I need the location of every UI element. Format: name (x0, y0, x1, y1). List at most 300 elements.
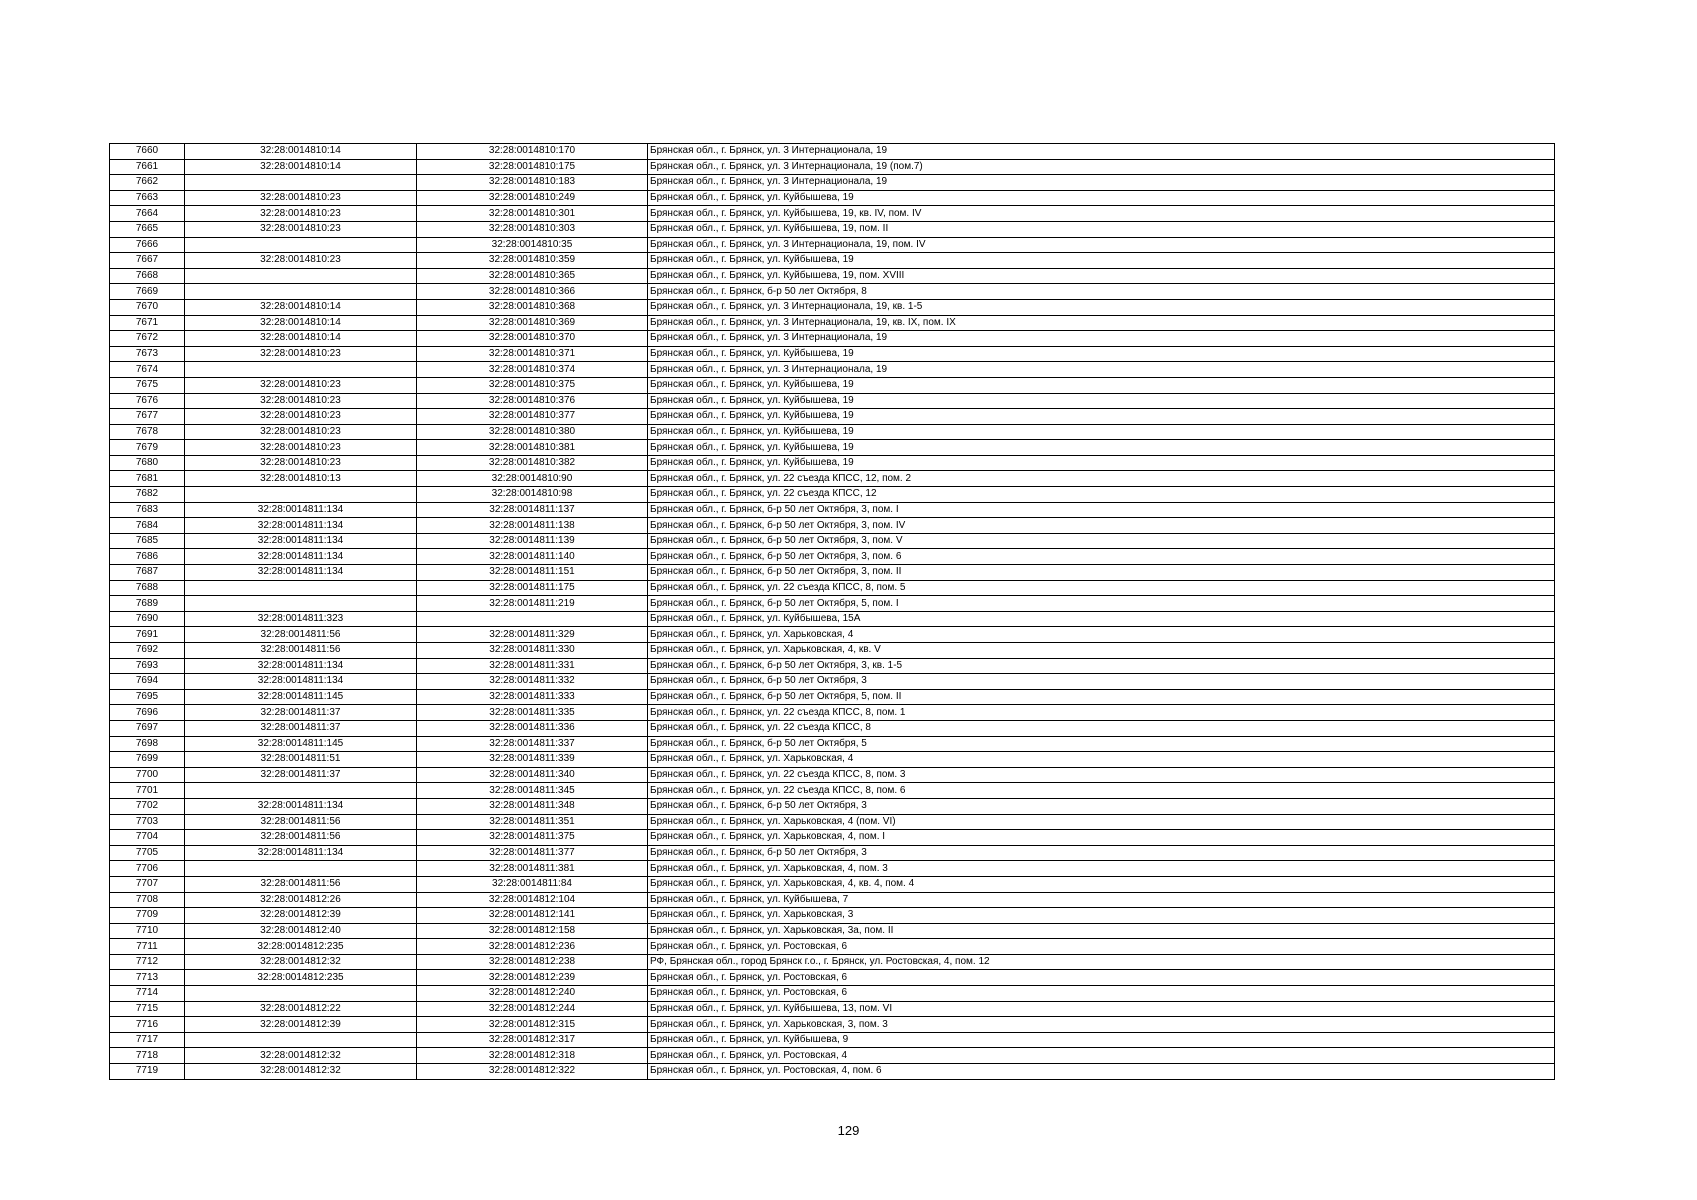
cadastral-number-cell: 32:28:0014812:238 (417, 954, 648, 970)
row-number-cell: 7673 (110, 346, 185, 362)
address-cell: Брянская обл., г. Брянск, ул. Харьковская, 4, кв. V (648, 643, 1555, 659)
table-row (110, 253, 1555, 269)
table-row (110, 190, 1555, 206)
row-number-cell: 7704 (110, 830, 185, 846)
table-row (110, 1064, 1555, 1080)
cadastral-number-cell: 32:28:0014811:139 (417, 533, 648, 549)
row-number-cell: 7712 (110, 954, 185, 970)
parent-cadastral-number-cell (185, 175, 417, 191)
parent-cadastral-number-cell: 32:28:0014812:235 (185, 939, 417, 955)
address-cell: Брянская обл., г. Брянск, ул. Ростовская, 4, пом. 6 (648, 1064, 1555, 1080)
parent-cadastral-number-cell: 32:28:0014811:134 (185, 565, 417, 581)
address-cell: Брянская обл., г. Брянск, ул. 3 Интернационала, 19 (648, 331, 1555, 347)
parent-cadastral-number-cell: 32:28:0014812:26 (185, 892, 417, 908)
address-cell: Брянская обл., г. Брянск, ул. Ростовская, 6 (648, 970, 1555, 986)
row-number-cell: 7684 (110, 518, 185, 534)
row-number-cell: 7660 (110, 144, 185, 160)
table-row (110, 783, 1555, 799)
table-row (110, 970, 1555, 986)
table-row (110, 923, 1555, 939)
parent-cadastral-number-cell: 32:28:0014812:40 (185, 923, 417, 939)
parent-cadastral-number-cell: 32:28:0014812:32 (185, 1064, 417, 1080)
row-number-cell: 7680 (110, 455, 185, 471)
parent-cadastral-number-cell: 32:28:0014812:39 (185, 1017, 417, 1033)
parent-cadastral-number-cell (185, 1032, 417, 1048)
table-row (110, 237, 1555, 253)
row-number-cell: 7674 (110, 362, 185, 378)
cadastral-number-cell: 32:28:0014810:366 (417, 284, 648, 300)
row-number-cell: 7699 (110, 752, 185, 768)
row-number-cell: 7701 (110, 783, 185, 799)
address-cell: Брянская обл., г. Брянск, ул. 3 Интернационала, 19 (648, 144, 1555, 160)
row-number-cell: 7690 (110, 611, 185, 627)
cadastral-number-cell: 32:28:0014810:249 (417, 190, 648, 206)
row-number-cell: 7693 (110, 658, 185, 674)
address-cell: Брянская обл., г. Брянск, ул. Ростовская, 4 (648, 1048, 1555, 1064)
cadastral-number-cell: 32:28:0014810:98 (417, 487, 648, 503)
table-row (110, 362, 1555, 378)
table-row (110, 377, 1555, 393)
table-row (110, 565, 1555, 581)
cadastral-number-cell: 32:28:0014812:158 (417, 923, 648, 939)
row-number-cell: 7709 (110, 908, 185, 924)
address-cell: Брянская обл., г. Брянск, ул. Куйбышева, 9 (648, 1032, 1555, 1048)
row-number-cell: 7665 (110, 221, 185, 237)
cadastral-number-cell: 32:28:0014810:35 (417, 237, 648, 253)
row-number-cell: 7700 (110, 767, 185, 783)
table-row (110, 830, 1555, 846)
row-number-cell: 7714 (110, 986, 185, 1002)
cadastral-number-cell: 32:28:0014811:175 (417, 580, 648, 596)
parent-cadastral-number-cell: 32:28:0014811:56 (185, 876, 417, 892)
cadastral-number-cell: 32:28:0014810:381 (417, 440, 648, 456)
cadastral-number-cell: 32:28:0014810:371 (417, 346, 648, 362)
address-cell: Брянская обл., г. Брянск, б-р 50 лет Октября, 3, пом. IV (648, 518, 1555, 534)
row-number-cell: 7695 (110, 689, 185, 705)
row-number-cell: 7719 (110, 1064, 185, 1080)
parent-cadastral-number-cell: 32:28:0014810:23 (185, 440, 417, 456)
row-number-cell: 7705 (110, 845, 185, 861)
row-number-cell: 7703 (110, 814, 185, 830)
row-number-cell: 7663 (110, 190, 185, 206)
row-number-cell: 7666 (110, 237, 185, 253)
row-number-cell: 7710 (110, 923, 185, 939)
table-row (110, 689, 1555, 705)
cadastral-number-cell: 32:28:0014812:141 (417, 908, 648, 924)
table-row (110, 1001, 1555, 1017)
row-number-cell: 7702 (110, 798, 185, 814)
parent-cadastral-number-cell: 32:28:0014811:134 (185, 674, 417, 690)
row-number-cell: 7694 (110, 674, 185, 690)
cadastral-number-cell: 32:28:0014811:84 (417, 876, 648, 892)
address-cell: Брянская обл., г. Брянск, ул. Ростовская, 6 (648, 986, 1555, 1002)
table-row (110, 643, 1555, 659)
table-row (110, 175, 1555, 191)
cadastral-number-cell: 32:28:0014812:315 (417, 1017, 648, 1033)
address-cell: Брянская обл., г. Брянск, ул. Харьковская, 4 (648, 752, 1555, 768)
address-cell: Брянская обл., г. Брянск, ул. Харьковская, 4 (648, 627, 1555, 643)
parent-cadastral-number-cell (185, 487, 417, 503)
address-cell: Брянская обл., г. Брянск, б-р 50 лет Октября, 3, кв. 1-5 (648, 658, 1555, 674)
cadastral-number-cell: 32:28:0014811:351 (417, 814, 648, 830)
row-number-cell: 7662 (110, 175, 185, 191)
cadastral-number-cell: 32:28:0014811:137 (417, 502, 648, 518)
parent-cadastral-number-cell: 32:28:0014810:14 (185, 315, 417, 331)
cadastral-number-cell (417, 611, 648, 627)
parent-cadastral-number-cell: 32:28:0014811:56 (185, 830, 417, 846)
cadastral-number-cell: 32:28:0014811:151 (417, 565, 648, 581)
row-number-cell: 7683 (110, 502, 185, 518)
cadastral-number-cell: 32:28:0014810:90 (417, 471, 648, 487)
cadastral-number-cell: 32:28:0014810:170 (417, 144, 648, 160)
table-row (110, 767, 1555, 783)
address-cell: Брянская обл., г. Брянск, б-р 50 лет Октября, 3, пом. 6 (648, 549, 1555, 565)
row-number-cell: 7668 (110, 268, 185, 284)
table-row (110, 798, 1555, 814)
cadastral-number-cell: 32:28:0014811:329 (417, 627, 648, 643)
table-row (110, 876, 1555, 892)
row-number-cell: 7675 (110, 377, 185, 393)
parent-cadastral-number-cell (185, 362, 417, 378)
parent-cadastral-number-cell: 32:28:0014811:56 (185, 627, 417, 643)
address-cell: Брянская обл., г. Брянск, ул. Куйбышева, 19, пом. XVIII (648, 268, 1555, 284)
table-row (110, 720, 1555, 736)
cadastral-number-cell: 32:28:0014810:377 (417, 409, 648, 425)
table-row (110, 346, 1555, 362)
table-row (110, 939, 1555, 955)
address-cell: Брянская обл., г. Брянск, ул. Куйбышева, 13, пом. VI (648, 1001, 1555, 1017)
cadastral-number-cell: 32:28:0014810:380 (417, 424, 648, 440)
address-cell: Брянская обл., г. Брянск, б-р 50 лет Октября, 3 (648, 798, 1555, 814)
parent-cadastral-number-cell: 32:28:0014810:13 (185, 471, 417, 487)
parent-cadastral-number-cell: 32:28:0014812:32 (185, 954, 417, 970)
cadastral-number-cell: 32:28:0014812:318 (417, 1048, 648, 1064)
table-row (110, 596, 1555, 612)
table-row (110, 487, 1555, 503)
table-row (110, 221, 1555, 237)
cadastral-number-cell: 32:28:0014811:339 (417, 752, 648, 768)
cadastral-number-cell: 32:28:0014812:240 (417, 986, 648, 1002)
cadastral-number-cell: 32:28:0014810:368 (417, 299, 648, 315)
registry-table-body (110, 144, 1555, 1080)
parent-cadastral-number-cell (185, 580, 417, 596)
parent-cadastral-number-cell: 32:28:0014811:134 (185, 549, 417, 565)
address-cell: Брянская обл., г. Брянск, ул. 3 Интернационала, 19 (пом.7) (648, 159, 1555, 175)
parent-cadastral-number-cell: 32:28:0014810:23 (185, 409, 417, 425)
parent-cadastral-number-cell: 32:28:0014811:56 (185, 814, 417, 830)
address-cell: Брянская обл., г. Брянск, б-р 50 лет Октября, 3, пом. II (648, 565, 1555, 581)
address-cell: Брянская обл., г. Брянск, ул. Куйбышева, 19 (648, 253, 1555, 269)
address-cell: Брянская обл., г. Брянск, ул. Куйбышева, 15А (648, 611, 1555, 627)
table-row (110, 268, 1555, 284)
page-number: 129 (837, 1123, 860, 1138)
parent-cadastral-number-cell: 32:28:0014811:134 (185, 502, 417, 518)
table-row (110, 424, 1555, 440)
parent-cadastral-number-cell: 32:28:0014812:32 (185, 1048, 417, 1064)
cadastral-number-cell: 32:28:0014810:375 (417, 377, 648, 393)
address-cell: Брянская обл., г. Брянск, ул. Харьковская, 3а, пом. II (648, 923, 1555, 939)
address-cell: Брянская обл., г. Брянск, б-р 50 лет Октября, 3 (648, 674, 1555, 690)
cadastral-number-cell: 32:28:0014810:369 (417, 315, 648, 331)
address-cell: Брянская обл., г. Брянск, б-р 50 лет Октября, 8 (648, 284, 1555, 300)
parent-cadastral-number-cell: 32:28:0014810:23 (185, 393, 417, 409)
parent-cadastral-number-cell: 32:28:0014811:134 (185, 658, 417, 674)
table-row (110, 814, 1555, 830)
row-number-cell: 7692 (110, 643, 185, 659)
row-number-cell: 7688 (110, 580, 185, 596)
table-row (110, 1017, 1555, 1033)
cadastral-number-cell: 32:28:0014811:375 (417, 830, 648, 846)
table-row (110, 299, 1555, 315)
row-number-cell: 7697 (110, 720, 185, 736)
table-row (110, 393, 1555, 409)
table-row (110, 331, 1555, 347)
address-cell: Брянская обл., г. Брянск, ул. Харьковская, 4, пом. I (648, 830, 1555, 846)
address-cell: Брянская обл., г. Брянск, ул. Куйбышева, 19 (648, 346, 1555, 362)
cadastral-number-cell: 32:28:0014810:359 (417, 253, 648, 269)
parent-cadastral-number-cell: 32:28:0014810:14 (185, 144, 417, 160)
cadastral-number-cell: 32:28:0014811:345 (417, 783, 648, 799)
table-row (110, 674, 1555, 690)
address-cell: Брянская обл., г. Брянск, ул. Харьковская, 4, кв. 4, пом. 4 (648, 876, 1555, 892)
cadastral-number-cell: 32:28:0014811:337 (417, 736, 648, 752)
parent-cadastral-number-cell: 32:28:0014811:37 (185, 720, 417, 736)
table-row (110, 736, 1555, 752)
address-cell: Брянская обл., г. Брянск, ул. 22 съезда КПСС, 8, пом. 5 (648, 580, 1555, 596)
table-row (110, 752, 1555, 768)
cadastral-number-cell: 32:28:0014812:236 (417, 939, 648, 955)
row-number-cell: 7678 (110, 424, 185, 440)
parent-cadastral-number-cell: 32:28:0014810:23 (185, 346, 417, 362)
row-number-cell: 7698 (110, 736, 185, 752)
parent-cadastral-number-cell: 32:28:0014811:145 (185, 736, 417, 752)
cadastral-number-cell: 32:28:0014811:333 (417, 689, 648, 705)
table-row (110, 206, 1555, 222)
address-cell: Брянская обл., г. Брянск, б-р 50 лет Октября, 5 (648, 736, 1555, 752)
table-row (110, 892, 1555, 908)
table-row (110, 954, 1555, 970)
row-number-cell: 7670 (110, 299, 185, 315)
cadastral-number-cell: 32:28:0014812:322 (417, 1064, 648, 1080)
cadastral-number-cell: 32:28:0014812:244 (417, 1001, 648, 1017)
parent-cadastral-number-cell: 32:28:0014811:56 (185, 643, 417, 659)
parent-cadastral-number-cell (185, 596, 417, 612)
parent-cadastral-number-cell: 32:28:0014811:51 (185, 752, 417, 768)
address-cell: Брянская обл., г. Брянск, ул. Ростовская, 6 (648, 939, 1555, 955)
cadastral-number-cell: 32:28:0014811:140 (417, 549, 648, 565)
address-cell: Брянская обл., г. Брянск, б-р 50 лет Октября, 5, пом. II (648, 689, 1555, 705)
row-number-cell: 7707 (110, 876, 185, 892)
parent-cadastral-number-cell: 32:28:0014811:323 (185, 611, 417, 627)
cadastral-number-cell: 32:28:0014811:332 (417, 674, 648, 690)
address-cell: Брянская обл., г. Брянск, ул. 3 Интернационала, 19, пом. IV (648, 237, 1555, 253)
table-row (110, 518, 1555, 534)
address-cell: Брянская обл., г. Брянск, ул. Куйбышева, 19, кв. IV, пом. IV (648, 206, 1555, 222)
address-cell: Брянская обл., г. Брянск, ул. 3 Интернационала, 19 (648, 362, 1555, 378)
address-cell: РФ, Брянская обл., город Брянск г.о., г. Брянск, ул. Ростовская, 4, пом. 12 (648, 954, 1555, 970)
row-number-cell: 7689 (110, 596, 185, 612)
cadastral-number-cell: 32:28:0014811:340 (417, 767, 648, 783)
parent-cadastral-number-cell: 32:28:0014810:23 (185, 206, 417, 222)
row-number-cell: 7667 (110, 253, 185, 269)
address-cell: Брянская обл., г. Брянск, б-р 50 лет Октября, 3, пом. I (648, 502, 1555, 518)
table-row (110, 861, 1555, 877)
table-row (110, 627, 1555, 643)
parent-cadastral-number-cell: 32:28:0014811:145 (185, 689, 417, 705)
row-number-cell: 7664 (110, 206, 185, 222)
address-cell: Брянская обл., г. Брянск, ул. 22 съезда КПСС, 8, пом. 3 (648, 767, 1555, 783)
row-number-cell: 7672 (110, 331, 185, 347)
address-cell: Брянская обл., г. Брянск, ул. Куйбышева, 19 (648, 440, 1555, 456)
parent-cadastral-number-cell: 32:28:0014810:23 (185, 455, 417, 471)
parent-cadastral-number-cell: 32:28:0014811:134 (185, 518, 417, 534)
cadastral-number-cell: 32:28:0014812:104 (417, 892, 648, 908)
parent-cadastral-number-cell: 32:28:0014812:39 (185, 908, 417, 924)
cadastral-number-cell: 32:28:0014810:376 (417, 393, 648, 409)
table-row (110, 908, 1555, 924)
row-number-cell: 7677 (110, 409, 185, 425)
cadastral-number-cell: 32:28:0014810:175 (417, 159, 648, 175)
parent-cadastral-number-cell: 32:28:0014810:23 (185, 190, 417, 206)
row-number-cell: 7696 (110, 705, 185, 721)
cadastral-number-cell: 32:28:0014811:336 (417, 720, 648, 736)
cadastral-number-cell: 32:28:0014811:330 (417, 643, 648, 659)
cadastral-number-cell: 32:28:0014810:382 (417, 455, 648, 471)
table-row (110, 284, 1555, 300)
address-cell: Брянская обл., г. Брянск, ул. 22 съезда КПСС, 12, пом. 2 (648, 471, 1555, 487)
table-row (110, 611, 1555, 627)
parent-cadastral-number-cell: 32:28:0014810:23 (185, 377, 417, 393)
table-row (110, 986, 1555, 1002)
table-row (110, 502, 1555, 518)
table-row (110, 658, 1555, 674)
row-number-cell: 7685 (110, 533, 185, 549)
parent-cadastral-number-cell (185, 986, 417, 1002)
row-number-cell: 7676 (110, 393, 185, 409)
address-cell: Брянская обл., г. Брянск, ул. Куйбышева, 7 (648, 892, 1555, 908)
cadastral-number-cell: 32:28:0014811:381 (417, 861, 648, 877)
cadastral-number-cell: 32:28:0014810:370 (417, 331, 648, 347)
table-row (110, 409, 1555, 425)
table-row (110, 144, 1555, 160)
parent-cadastral-number-cell (185, 284, 417, 300)
parent-cadastral-number-cell: 32:28:0014810:23 (185, 424, 417, 440)
parent-cadastral-number-cell: 32:28:0014810:23 (185, 253, 417, 269)
address-cell: Брянская обл., г. Брянск, ул. Куйбышева, 19 (648, 409, 1555, 425)
parent-cadastral-number-cell (185, 237, 417, 253)
address-cell: Брянская обл., г. Брянск, ул. Харьковская, 3 (648, 908, 1555, 924)
address-cell: Брянская обл., г. Брянск, ул. 3 Интернационала, 19, кв. IX, пом. IX (648, 315, 1555, 331)
parent-cadastral-number-cell: 32:28:0014811:134 (185, 533, 417, 549)
address-cell: Брянская обл., г. Брянск, ул. Куйбышева, 19 (648, 190, 1555, 206)
cadastral-number-cell: 32:28:0014810:183 (417, 175, 648, 191)
row-number-cell: 7691 (110, 627, 185, 643)
table-row (110, 315, 1555, 331)
parent-cadastral-number-cell (185, 861, 417, 877)
parent-cadastral-number-cell: 32:28:0014811:37 (185, 705, 417, 721)
row-number-cell: 7716 (110, 1017, 185, 1033)
address-cell: Брянская обл., г. Брянск, ул. Куйбышева, 19 (648, 424, 1555, 440)
row-number-cell: 7669 (110, 284, 185, 300)
address-cell: Брянская обл., г. Брянск, ул. Куйбышева, 19 (648, 377, 1555, 393)
row-number-cell: 7682 (110, 487, 185, 503)
table-row (110, 455, 1555, 471)
address-cell: Брянская обл., г. Брянск, ул. Куйбышева, 19 (648, 455, 1555, 471)
address-cell: Брянская обл., г. Брянск, ул. Куйбышева, 19 (648, 393, 1555, 409)
row-number-cell: 7717 (110, 1032, 185, 1048)
row-number-cell: 7679 (110, 440, 185, 456)
parent-cadastral-number-cell: 32:28:0014812:22 (185, 1001, 417, 1017)
parent-cadastral-number-cell (185, 268, 417, 284)
row-number-cell: 7686 (110, 549, 185, 565)
cadastral-number-cell: 32:28:0014810:303 (417, 221, 648, 237)
cadastral-number-cell: 32:28:0014811:331 (417, 658, 648, 674)
table-row (110, 471, 1555, 487)
table-row (110, 440, 1555, 456)
address-cell: Брянская обл., г. Брянск, ул. 22 съезда КПСС, 8 (648, 720, 1555, 736)
parent-cadastral-number-cell (185, 783, 417, 799)
row-number-cell: 7713 (110, 970, 185, 986)
address-cell: Брянская обл., г. Брянск, б-р 50 лет Октября, 5, пом. I (648, 596, 1555, 612)
table-row (110, 1032, 1555, 1048)
parent-cadastral-number-cell: 32:28:0014811:134 (185, 845, 417, 861)
address-cell: Брянская обл., г. Брянск, ул. 22 съезда КПСС, 8, пом. 6 (648, 783, 1555, 799)
row-number-cell: 7661 (110, 159, 185, 175)
cadastral-number-cell: 32:28:0014810:374 (417, 362, 648, 378)
parent-cadastral-number-cell: 32:28:0014810:14 (185, 159, 417, 175)
table-row (110, 1048, 1555, 1064)
address-cell: Брянская обл., г. Брянск, ул. Куйбышева, 19, пом. II (648, 221, 1555, 237)
parent-cadastral-number-cell: 32:28:0014812:235 (185, 970, 417, 986)
cadastral-number-cell: 32:28:0014810:301 (417, 206, 648, 222)
table-row (110, 845, 1555, 861)
parent-cadastral-number-cell: 32:28:0014810:23 (185, 221, 417, 237)
parent-cadastral-number-cell: 32:28:0014811:134 (185, 798, 417, 814)
row-number-cell: 7671 (110, 315, 185, 331)
row-number-cell: 7718 (110, 1048, 185, 1064)
address-cell: Брянская обл., г. Брянск, ул. 3 Интернационала, 19, кв. 1-5 (648, 299, 1555, 315)
cadastral-number-cell: 32:28:0014811:348 (417, 798, 648, 814)
address-cell: Брянская обл., г. Брянск, ул. Харьковская, 4 (пом. VI) (648, 814, 1555, 830)
cadastral-number-cell: 32:28:0014811:138 (417, 518, 648, 534)
cadastral-number-cell: 32:28:0014811:335 (417, 705, 648, 721)
cadastral-number-cell: 32:28:0014811:219 (417, 596, 648, 612)
address-cell: Брянская обл., г. Брянск, ул. Харьковская, 3, пом. 3 (648, 1017, 1555, 1033)
row-number-cell: 7687 (110, 565, 185, 581)
address-cell: Брянская обл., г. Брянск, ул. 22 съезда КПСС, 8, пом. 1 (648, 705, 1555, 721)
table-row (110, 580, 1555, 596)
cadastral-number-cell: 32:28:0014812:239 (417, 970, 648, 986)
row-number-cell: 7706 (110, 861, 185, 877)
table-row (110, 159, 1555, 175)
cadastral-number-cell: 32:28:0014811:377 (417, 845, 648, 861)
row-number-cell: 7715 (110, 1001, 185, 1017)
address-cell: Брянская обл., г. Брянск, ул. 3 Интернационала, 19 (648, 175, 1555, 191)
row-number-cell: 7681 (110, 471, 185, 487)
parent-cadastral-number-cell: 32:28:0014810:14 (185, 331, 417, 347)
address-cell: Брянская обл., г. Брянск, ул. Харьковская, 4, пом. 3 (648, 861, 1555, 877)
row-number-cell: 7711 (110, 939, 185, 955)
table-row (110, 533, 1555, 549)
registry-table (109, 143, 1555, 1080)
cadastral-number-cell: 32:28:0014812:317 (417, 1032, 648, 1048)
address-cell: Брянская обл., г. Брянск, б-р 50 лет Октября, 3, пом. V (648, 533, 1555, 549)
cadastral-number-cell: 32:28:0014810:365 (417, 268, 648, 284)
row-number-cell: 7708 (110, 892, 185, 908)
parent-cadastral-number-cell: 32:28:0014810:14 (185, 299, 417, 315)
table-row (110, 549, 1555, 565)
table-row (110, 705, 1555, 721)
